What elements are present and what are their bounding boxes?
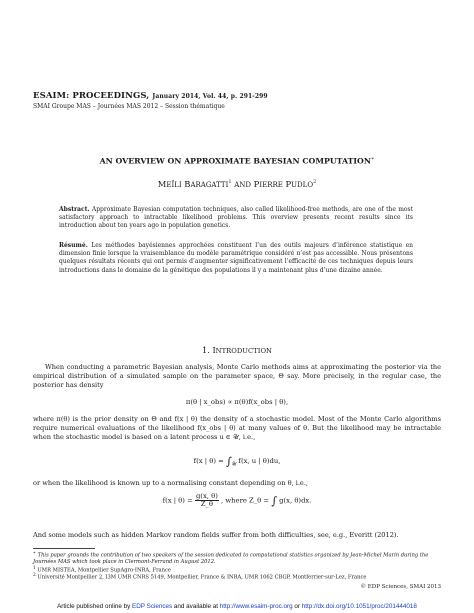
series-line: SMAI Groupe MAS – Journées MAS 2012 – Session thématique: [33, 103, 225, 110]
author1-first-initial: M: [157, 179, 167, 189]
footnote-2: [33, 573, 441, 581]
title-footnote-mark: ∗: [370, 156, 375, 162]
paragraph-4: And some models such as hidden Markov random fields suffer from both difficulties, see, e.g., Everitt (2012).: [33, 531, 399, 539]
paragraph-1: When conducting a parametric Bayesian analysis, Monte Carlo methods aims at approximating the posterior via the empirical distribution of a simulated sample on the parameter space, Θ say. More precisely, in the regular case, the posterior has density: [33, 363, 441, 390]
copyright-notice: © EDP Sciences, SMAI 2013: [360, 584, 441, 590]
author2-last-rest: UDLO: [291, 181, 314, 189]
doi-link[interactable]: http://dx.doi.org/10.1051/proc/201444018: [301, 603, 417, 610]
publisher-link[interactable]: EDP Sciences: [132, 603, 173, 610]
author2-affil: 2: [313, 179, 317, 186]
paragraph-3: or when the likelihood is known up to a normalising constant depending on θ, i.e.,: [33, 479, 309, 487]
pub-middle: and available at: [173, 603, 219, 610]
author1-first-rest: EÏLI: [166, 181, 182, 189]
equation-norm-right: Z_θ =: [249, 496, 270, 505]
equation-normalising: [0, 493, 474, 508]
section-heading: [0, 345, 474, 355]
equation-posterior: π(θ | x_obs) ∝ π(θ)f(x_obs | θ),: [185, 398, 289, 406]
section-title-initial: I: [212, 345, 216, 355]
abstract-label: Abstract.: [59, 206, 90, 213]
author2-last-initial: P: [285, 179, 292, 189]
pub-prefix: Article published online by: [57, 603, 131, 610]
section-number: 1.: [202, 345, 210, 355]
author-line: [0, 179, 474, 189]
abstract-text: Approximate Bayesian computation techniques, also called likelihood-free methods, are one of the most satisfactory approach to intractable likelihood problems. This overview presents recent results since its introduction about ten years ago in population genetics.: [59, 206, 413, 230]
abstract-block: [59, 206, 413, 231]
paragraph-2: where π(θ) is the prior density on Θ and f(x | θ) the density of a stochastic model. Most of the Monte Carlo algorithms require numerical evaluations of the likelihood f(x_obs | θ) at many values of θ. But the likelihood may be intractable when the stochastic model is based on a latent process u ∈ 𝒰, i.e.,: [33, 415, 441, 442]
section-title-rest: NTRODUCTION: [215, 347, 272, 355]
equation-latent-left: f(x | θ) =: [193, 457, 224, 465]
resume-block: [59, 242, 413, 275]
footnote-0: [33, 551, 441, 566]
author1-affil: 1: [228, 179, 232, 186]
journal-main: ESAIM: PROCEEDINGS,: [33, 91, 150, 101]
integral-sign-icon: ∫: [226, 455, 232, 468]
journal-site-link[interactable]: http://www.esaim-proc.org: [219, 603, 293, 610]
equation-norm-where: , where: [221, 496, 247, 505]
fraction: [195, 493, 219, 508]
resume-label: Résumé.: [59, 242, 88, 249]
footnote-0-text: This paper grounds the contribution of two speakers of the session dedicated to computational statistics organized by Jean-Michel Marin during the Journées MAS which took place in Clermont-Ferrand in August 2012.: [33, 552, 429, 566]
footnote-1-mark: 1: [33, 566, 36, 571]
publication-line: [0, 603, 474, 610]
footnote-rule: [33, 548, 95, 549]
fraction-denominator: Z_θ: [200, 500, 214, 508]
paper-title: [0, 156, 474, 166]
equation-latent: [0, 455, 474, 468]
equation-norm-left: f(x | θ) =: [162, 496, 193, 505]
footnote-2-text: Université Montpellier 2, I3M UMR CNRS 5149, Montpellier, France & INRA, UMR 1062 CBGP, Montferrier-sur-Lez, France: [37, 574, 367, 581]
author-and: AND: [234, 181, 251, 189]
author2-first-rest: IERRE: [259, 181, 283, 189]
equation-latent-domain: 𝒰: [231, 461, 237, 468]
equation-latent-right: f(x, u | θ)du,: [238, 457, 281, 465]
author1-last-initial: B: [184, 179, 191, 189]
journal-header: [33, 91, 268, 101]
author1-last-rest: ARAGATTI: [190, 181, 229, 189]
resume-text: Les méthodes bayésiennes approchées constituent l’un des outils majeurs d’inférence statistique en dimension finie lorsque la vraisemblance du modèle paramétrique considéré n’est pas accessible. Nous présentons quelques résultats récents qui ont permis d’augmenter significativement l’efficacité de ces techniques depuis leurs introductions dans le domaine de la génétique des populations il y a maintenant plus d’une dizaine année.: [59, 242, 413, 274]
journal-date: January 2014, Vol. 44, p. 291-299: [152, 93, 268, 100]
footnote-2-mark: 2: [33, 573, 36, 578]
pub-or: or: [294, 603, 300, 610]
footnote-1-text: UMR MISTEA, Montpellier SupAgro-INRA, France: [37, 567, 171, 574]
equation-norm-integrand: g(x, θ)dx.: [279, 496, 312, 505]
footnote-0-mark: ∗: [33, 551, 36, 556]
fraction-numerator: g(x, θ): [195, 492, 218, 500]
integral-sign-icon: ∫: [271, 494, 277, 508]
paper-title-text: AN OVERVIEW ON APPROXIMATE BAYESIAN COMPUTATION: [99, 156, 371, 166]
author2-first-initial: P: [253, 179, 260, 189]
